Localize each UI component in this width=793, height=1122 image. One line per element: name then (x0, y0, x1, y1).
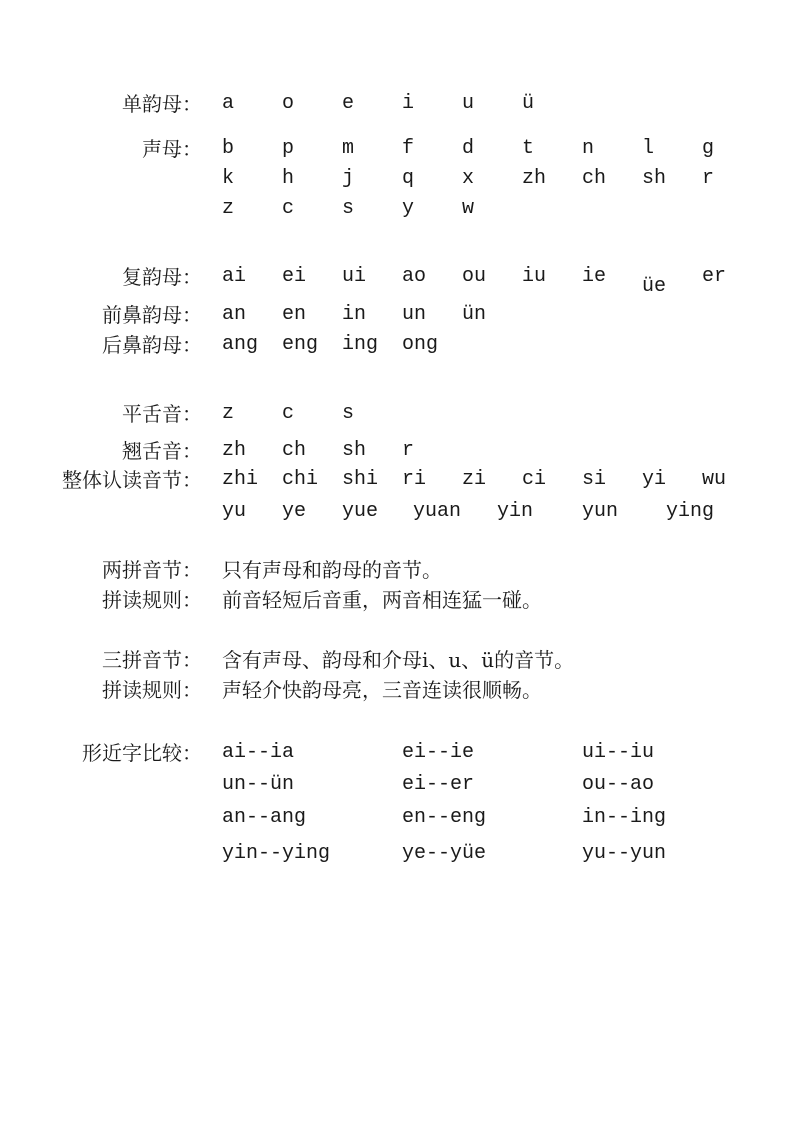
initial-item: g (702, 137, 715, 160)
compound-final-item: üe (642, 275, 667, 298)
whole-syllable-item: ri (402, 468, 427, 491)
initial-item: y (402, 197, 415, 220)
two-part-rule: 前音轻短后音重，两音相连猛一碰。 (222, 588, 542, 612)
initial-item: l (642, 137, 655, 160)
initial-item: j (342, 167, 355, 190)
flat-tongue-label: 平舌音： (122, 402, 202, 426)
single-finals-label: 单韵母： (122, 92, 202, 116)
similar-form-pair: ei--ie (402, 741, 475, 764)
initial-item: sh (642, 167, 667, 190)
whole-syllable-item: shi (342, 468, 379, 491)
initial-item: n (582, 137, 595, 160)
initial-item: ch (582, 167, 607, 190)
similar-form-pair: un--ün (222, 773, 295, 796)
retroflex-item: r (402, 439, 415, 462)
similar-form-pair: ei--er (402, 773, 475, 796)
whole-syllable-item: yun (582, 500, 619, 523)
retroflex-label: 翘舌音： (122, 439, 202, 463)
retroflex-item: sh (342, 439, 367, 462)
whole-syllable-item: si (582, 468, 607, 491)
similar-forms-label: 形近字比较： (82, 741, 202, 765)
whole-syllable-item: ci (522, 468, 547, 491)
initial-item: h (282, 167, 295, 190)
similar-form-pair: ye--yüe (402, 842, 487, 865)
initial-item: x (462, 167, 475, 190)
back-nasal-item: ing (342, 333, 379, 356)
whole-syllable-item: yin (497, 500, 534, 523)
whole-syllables-label: 整体认读音节： (62, 468, 202, 492)
similar-form-pair: yu--yun (582, 842, 667, 865)
single-final-item: o (282, 92, 295, 115)
similar-form-pair: an--ang (222, 806, 307, 829)
similar-form-pair: ui--iu (582, 741, 655, 764)
compound-final-item: ui (342, 265, 367, 288)
similar-form-pair: en--eng (402, 806, 487, 829)
flat-tongue-item: c (282, 402, 295, 425)
whole-syllable-item: ye (282, 500, 307, 523)
whole-syllable-item: chi (282, 468, 319, 491)
compound-finals-label: 复韵母： (122, 265, 202, 289)
whole-syllable-item: yuan (413, 500, 462, 523)
back-nasal-item: eng (282, 333, 319, 356)
flat-tongue-item: s (342, 402, 355, 425)
compound-final-item: ai (222, 265, 247, 288)
initial-item: p (282, 137, 295, 160)
whole-syllable-item: yi (642, 468, 667, 491)
whole-syllable-item: ying (666, 500, 715, 523)
back-nasal-item: ang (222, 333, 259, 356)
compound-final-item: ao (402, 265, 427, 288)
similar-form-pair: ou--ao (582, 773, 655, 796)
initial-item: t (522, 137, 535, 160)
single-final-item: i (402, 92, 415, 115)
whole-syllable-item: wu (702, 468, 727, 491)
initial-item: r (702, 167, 715, 190)
compound-final-item: iu (522, 265, 547, 288)
whole-syllable-item: yue (342, 500, 379, 523)
flat-tongue-item: z (222, 402, 235, 425)
similar-form-pair: yin--ying (222, 842, 331, 865)
similar-form-pair: in--ing (582, 806, 667, 829)
two-part-text: 只有声母和韵母的音节。 (222, 558, 442, 582)
back-nasal-item: ong (402, 333, 439, 356)
whole-syllable-item: zi (462, 468, 487, 491)
initial-item: b (222, 137, 235, 160)
initial-item: d (462, 137, 475, 160)
initial-item: m (342, 137, 355, 160)
three-part-text: 含有声母、韵母和介母i、u、ü的音节。 (222, 648, 575, 672)
compound-final-item: ou (462, 265, 487, 288)
front-nasal-item: ün (462, 303, 487, 326)
front-nasal-item: in (342, 303, 367, 326)
front-nasal-item: un (402, 303, 427, 326)
front-nasal-label: 前鼻韵母： (102, 303, 202, 327)
initials-label: 声母： (142, 137, 202, 161)
two-part-rule-label: 拼读规则： (102, 588, 202, 612)
compound-final-item: ie (582, 265, 607, 288)
initial-item: s (342, 197, 355, 220)
compound-final-item: ei (282, 265, 307, 288)
back-nasal-label: 后鼻韵母： (102, 333, 202, 357)
initial-item: w (462, 197, 475, 220)
retroflex-item: ch (282, 439, 307, 462)
two-part-label: 两拼音节： (102, 558, 202, 582)
single-final-item: u (462, 92, 475, 115)
front-nasal-item: en (282, 303, 307, 326)
similar-form-pair: ai--ia (222, 741, 295, 764)
retroflex-item: zh (222, 439, 247, 462)
initial-item: q (402, 167, 415, 190)
single-final-item: e (342, 92, 355, 115)
initial-item: c (282, 197, 295, 220)
three-part-rule-label: 拼读规则： (102, 678, 202, 702)
whole-syllable-item: yu (222, 500, 247, 523)
single-final-item: ü (522, 92, 535, 115)
initial-item: zh (522, 167, 547, 190)
front-nasal-item: an (222, 303, 247, 326)
three-part-rule: 声轻介快韵母亮，三音连读很顺畅。 (222, 678, 542, 702)
initial-item: k (222, 167, 235, 190)
single-final-item: a (222, 92, 235, 115)
initial-item: f (402, 137, 415, 160)
initial-item: z (222, 197, 235, 220)
three-part-label: 三拼音节： (102, 648, 202, 672)
whole-syllable-item: zhi (222, 468, 259, 491)
compound-final-item: er (702, 265, 727, 288)
